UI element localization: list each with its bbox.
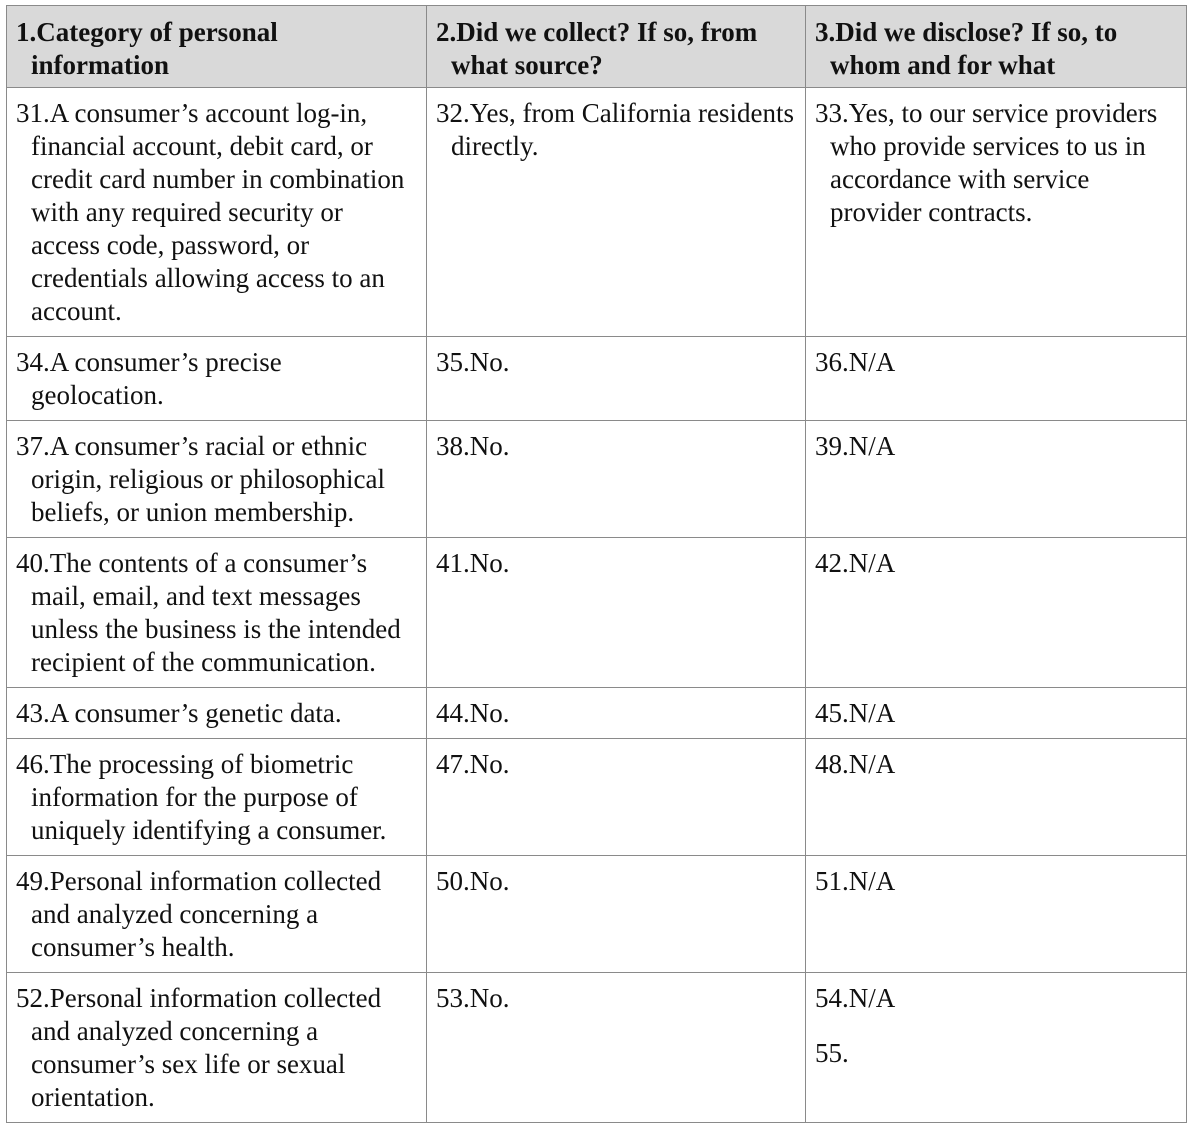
collected-cell: 53.No. (427, 973, 806, 1123)
collected-cell: 50.No. (427, 856, 806, 973)
category-cell: 43.A consumer’s genetic data. (7, 688, 427, 739)
personal-information-table (6, 5, 1187, 1123)
collected-cell: 38.No. (427, 421, 806, 538)
category-cell: 37.A consumer’s racial or ethnic origin, religious or philosophical beliefs, or union membership. (7, 421, 427, 538)
disclosed-cell: 36.N/A (806, 337, 1187, 421)
disclosed-cell: 51.N/A (806, 856, 1187, 973)
table-row (7, 421, 1187, 538)
table-row (7, 538, 1187, 688)
collected-cell: 35.No. (427, 337, 806, 421)
category-cell: 46.The processing of biometric information for the purpose of uniquely identifying a consumer. (7, 739, 427, 856)
disclosed-cell: 48.N/A (806, 739, 1187, 856)
collected-cell: 44.No. (427, 688, 806, 739)
table-row (7, 88, 1187, 337)
disclosed-extra-line: 55. (815, 1038, 849, 1068)
header-collected: 2.Did we collect? If so, from what source? (427, 6, 806, 88)
table-row (7, 688, 1187, 739)
table-row (7, 337, 1187, 421)
category-cell: 34.A consumer’s precise geolocation. (7, 337, 427, 421)
disclosed-cell: 54.N/A 55. (806, 973, 1187, 1123)
disclosed-cell: 45.N/A (806, 688, 1187, 739)
category-cell: 40.The contents of a consumer’s mail, email, and text messages unless the business is the intended recipient of the communication. (7, 538, 427, 688)
category-cell: 52.Personal information collected and analyzed concerning a consumer’s sex life or sexual orientation. (7, 973, 427, 1123)
disclosed-cell: 33.Yes, to our service providers who provide services to us in accordance with service provider contracts. (806, 88, 1187, 337)
collected-cell: 32.Yes, from California residents directly. (427, 88, 806, 337)
collected-cell: 41.No. (427, 538, 806, 688)
category-cell: 49.Personal information collected and analyzed concerning a consumer’s health. (7, 856, 427, 973)
disclosed-cell: 42.N/A (806, 538, 1187, 688)
table-row (7, 739, 1187, 856)
table-header-row (7, 6, 1187, 88)
header-disclosed: 3.Did we disclose? If so, to whom and for what (806, 6, 1187, 88)
category-cell: 31.A consumer’s account log-in, financial account, debit card, or credit card number in combination with any required security or access code, password, or credentials allowing access to an account. (7, 88, 427, 337)
table-row (7, 973, 1187, 1123)
disclosed-cell: 39.N/A (806, 421, 1187, 538)
collected-cell: 47.No. (427, 739, 806, 856)
header-category: 1.Category of personal information (7, 6, 427, 88)
table-row (7, 856, 1187, 973)
